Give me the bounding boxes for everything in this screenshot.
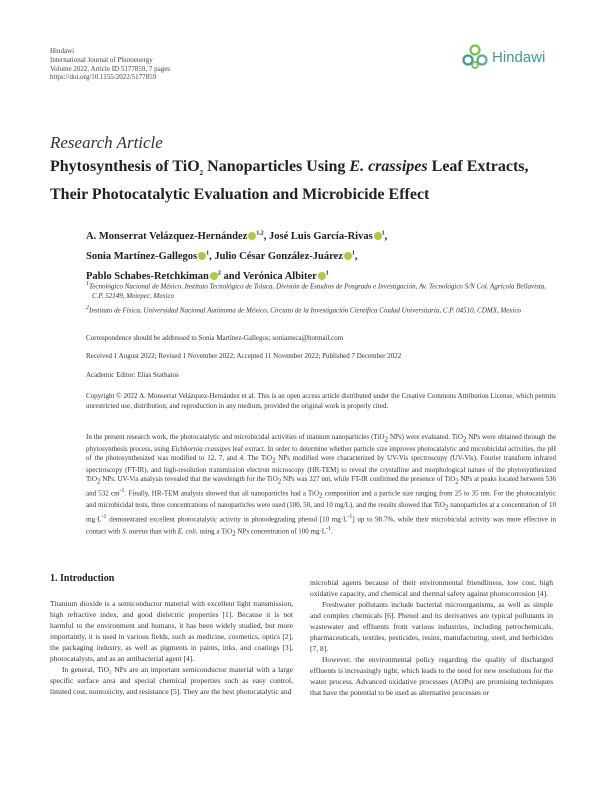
paragraph: However, the environmental policy regarding the quality of discharged effluents is increasingly tight, which leads to the need for new resolutions for the water process. Advanced oxidative processes (AOPs) are promising techniques that have the potential to be used as alternative processes or (310, 655, 553, 697)
title-part: Nanoparticles Using (203, 158, 350, 175)
paragraph: Titanium dioxide is a semiconductor material with excellent light transmission, high refractive index, and good dielectric properties [1]. Because it is not harmful to the environment and humans, it has been widely studied, but more importantly, it is used in various fields, such as medicine, cosmetics, optics [2], the packaging industry, as well as pigments in paints, inks, and coatings [3], photocatalysts, and as an antibacterial agent [4]. (50, 599, 293, 663)
title-part: Leaf Extracts, Their Photocatalytic Evaluation and Microbicide Effect (50, 158, 529, 204)
left-column (50, 598, 293, 697)
orcid-icon[interactable] (198, 252, 206, 260)
author[interactable]: Julio César González-Juárez $^1$, (214, 250, 358, 262)
volume-line: Volume 2022, Article ID 5177859, 7 pages (50, 64, 171, 73)
orcid-icon[interactable] (344, 252, 352, 260)
journal-name: International Journal of Photoenergy (50, 55, 153, 64)
hindawi-logo (462, 44, 545, 70)
author[interactable]: Sonia Martínez-Gallegos $^1$, (86, 250, 212, 262)
affiliation: $^2$Instituto de Física, Universidad Nacional Autónoma de México, Circuito de la Investigación Científica Ciudad Universitaria, C.P. 04510, CDMX, Mexico (86, 305, 522, 315)
abstract: In the present research work, the photocatalytic and microbicidal activities of titanium nanoparticles (TiO$_2$ NPs) were evaluated. TiO$_2$ NPs were obtained through the phytosynthesis process, using Eichhornia crassipes leaf extract. In order to determine whether particle size improves photocatalytic and microbicidal activities, the pH of the photosynthesized was modified to 12, 7, and 4. The TiO$_2$ NPs modified were characterized by UV-Vis spectroscopy (UV-Vis), Fourier transform infrared spectroscopy (FT-IR), and high-resolution transmission electron microscopy (HR-TEM) to reveal the crystalline and morphological nature of the phytosynthesized TiO$_2$ NPs. UV-Vis analysis revealed that the wavelength for the TiO$_2$ NPs was 327 nm, while FT-IR confirmed the presence of TiO$_2$ NPs at peaks located between 536 and 532 $cm^{-1}$. Finally, HR-TEM analysis showed that all nanoparticles had a TiO$_2$ composition and a particle size ranging from 25 to 35 nm. For the photocatalytic and microbicidal tests, three concentrations of nanoparticles were used (100, 50, and 10 mg/L), and the results showed that TiO$_2$ nanoparticles at a concentration of 10 $mg\cdot L^{-1}$ demonstrated excellent photocatalytic activity in photodegrading phenol [10 $mg\cdot L^{-1}$] up to 98.7%, while their microbicidal activity was more effective in contact with S. aureus than with E. coli, using a TiO$_2$ NPs concentration of 100 $mg\cdot L^{-1}$. (86, 433, 556, 538)
doi-link[interactable]: https://doi.org/10.1155/2022/5177859 (50, 73, 157, 82)
paragraph: Freshwater pollutants include bacterial microorganisms, as well as simple and complex chemicals [6]. Phenol and its derivatives are typical pollutants in wastewater and effluents from various industries, including petrochemicals, pharmaceuticals, textiles, pesticides, resins, manufacturing, steel, and herbicides [7, 8]. (310, 600, 553, 653)
author[interactable]: Verónica Albiter $^1$ (242, 270, 329, 282)
author[interactable]: Pablo Schabes-Retchkiman $^2$ and (86, 270, 241, 282)
article-type: Research Article (50, 133, 163, 152)
paragraph: microbial agents because of their environmental friendliness, low cost, high oxidative capacity, and chemical and thermal safety against photocorrosion [4]. (310, 578, 553, 598)
orcid-icon[interactable] (374, 232, 382, 240)
logo-text: Hindawi (492, 48, 546, 66)
title-part: Phytosynthesis of TiO (50, 158, 200, 175)
hindawi-logo-icon (462, 44, 488, 70)
academic-editor: Academic Editor: Elias Stathatos (86, 371, 179, 379)
article-title (50, 156, 560, 205)
article-dates: Received 1 August 2022; Revised 1 November 2022; Accepted 11 November 2022; Published 7 December 2022 (86, 352, 402, 360)
section-heading: 1. Introduction (50, 573, 115, 584)
affiliation: $^1$Tecnológico Nacional de México, Instituto Tecnológico de Toluca, División de Estudios de Posgrado e Investigación, Av. Tecnológico S/N Col. Agrícola Bellavista, C.P. 52149, Metepec, Mexico (86, 281, 547, 301)
copyright-notice: Copyright © 2022 A. Monserrat Velázquez-Hernández et al. This is an open access article distributed under the Creative Commons Attribution License, which permits unrestricted use, distribution, and reproduction in any medium, provided the original work is properly cited. (86, 392, 556, 410)
author[interactable]: José Luis García-Rivas $^1$, (269, 230, 388, 242)
title-italic: E. crassipes (349, 158, 428, 175)
affiliations (86, 279, 556, 318)
right-column (310, 577, 553, 698)
publisher-line: Hindawi (50, 47, 75, 55)
correspondence: Correspondence should be addressed to Sonia Martínez-Gallegos; soniazteca@hotmail.com (86, 334, 344, 342)
author-list (86, 225, 556, 285)
author[interactable]: A. Monserrat Velázquez-Hernández $^{1,2}$, (86, 230, 267, 242)
title-sub: 2 (199, 169, 204, 178)
journal-info (50, 47, 170, 82)
paragraph: In general, TiO₂ NPs are an important semiconductor material with a large specific surface area and special chemical properties such as easy control, limited cost, nontoxicity, and resistance [5]. They are the best photocatalytic and (50, 665, 293, 696)
